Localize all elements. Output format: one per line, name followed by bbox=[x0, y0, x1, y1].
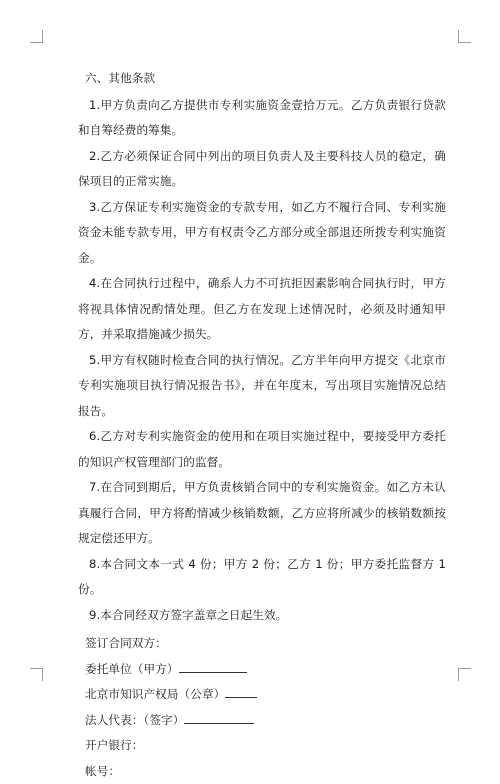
bank-line: 开户银行： bbox=[78, 733, 446, 759]
signing-title: 签订合同双方： bbox=[78, 631, 446, 657]
entrusting-unit-blank bbox=[179, 661, 247, 672]
legal-rep-blank bbox=[184, 712, 254, 723]
document-body bbox=[78, 66, 446, 784]
clause-1: 1.甲方负责向乙方提供市专利实施资金壹拾万元。乙方负责银行贷款和自筹经费的筹集。 bbox=[78, 93, 446, 144]
clause-2: 2.乙方必须保证合同中列出的项目负责人及主要科技人员的稳定，确保项目的正常实施。 bbox=[78, 144, 446, 195]
clause-6: 6.乙方对专利实施资金的使用和在项目实施过程中，要接受甲方委托的知识产权管理部门的监督。 bbox=[78, 424, 446, 475]
clause-9: 9.本合同经双方签字盖章之日起生效。 bbox=[78, 603, 446, 629]
clause-3: 3.乙方保证专利实施资金的专款专用，如乙方不履行合同、专利实施资金未能专款专用，甲方有权责令乙方部分或全部退还所拨专利实施资金。 bbox=[78, 195, 446, 272]
crop-mark-bottom-right bbox=[458, 668, 471, 681]
signature-line-entrusting-unit bbox=[78, 657, 446, 683]
signature-line-ipo bbox=[78, 682, 446, 708]
ipo-blank bbox=[225, 687, 257, 698]
clause-7: 7.在合同到期后，甲方负责核销合同中的专利实施资金。如乙方未认真履行合同，甲方将酌情减少核销数额，乙方应将所减少的核销数额按规定偿还甲方。 bbox=[78, 475, 446, 552]
crop-mark-top-right bbox=[458, 30, 471, 43]
account-line: 帐号： bbox=[78, 759, 446, 784]
legal-rep-label: 法人代表：（签字） bbox=[85, 713, 184, 727]
crop-mark-top-left bbox=[30, 30, 43, 43]
signature-line-legal-rep bbox=[78, 708, 446, 734]
ipo-label: 北京市知识产权局（公章） bbox=[85, 687, 225, 701]
section-heading: 六、其他条款 bbox=[78, 66, 446, 92]
clause-8: 8.本合同文本一式 4 份；甲方 2 份；乙方 1 份；甲方委托监督方 1 份。 bbox=[78, 552, 446, 603]
clause-5: 5.甲方有权随时检查合同的执行情况。乙方半年向甲方提交《北京市专利实施项目执行情况报告书》，并在年度末，写出项目实施情况总结报告。 bbox=[78, 348, 446, 425]
clause-4: 4.在合同执行过程中，确系人力不可抗拒因素影响合同执行时，甲方将视具体情况酌情处理。但乙方在发现上述情况时，必须及时通知甲方，并采取措施减少损失。 bbox=[78, 271, 446, 348]
entrusting-unit-label: 委托单位（甲方） bbox=[85, 662, 179, 676]
crop-mark-bottom-left bbox=[30, 668, 43, 681]
